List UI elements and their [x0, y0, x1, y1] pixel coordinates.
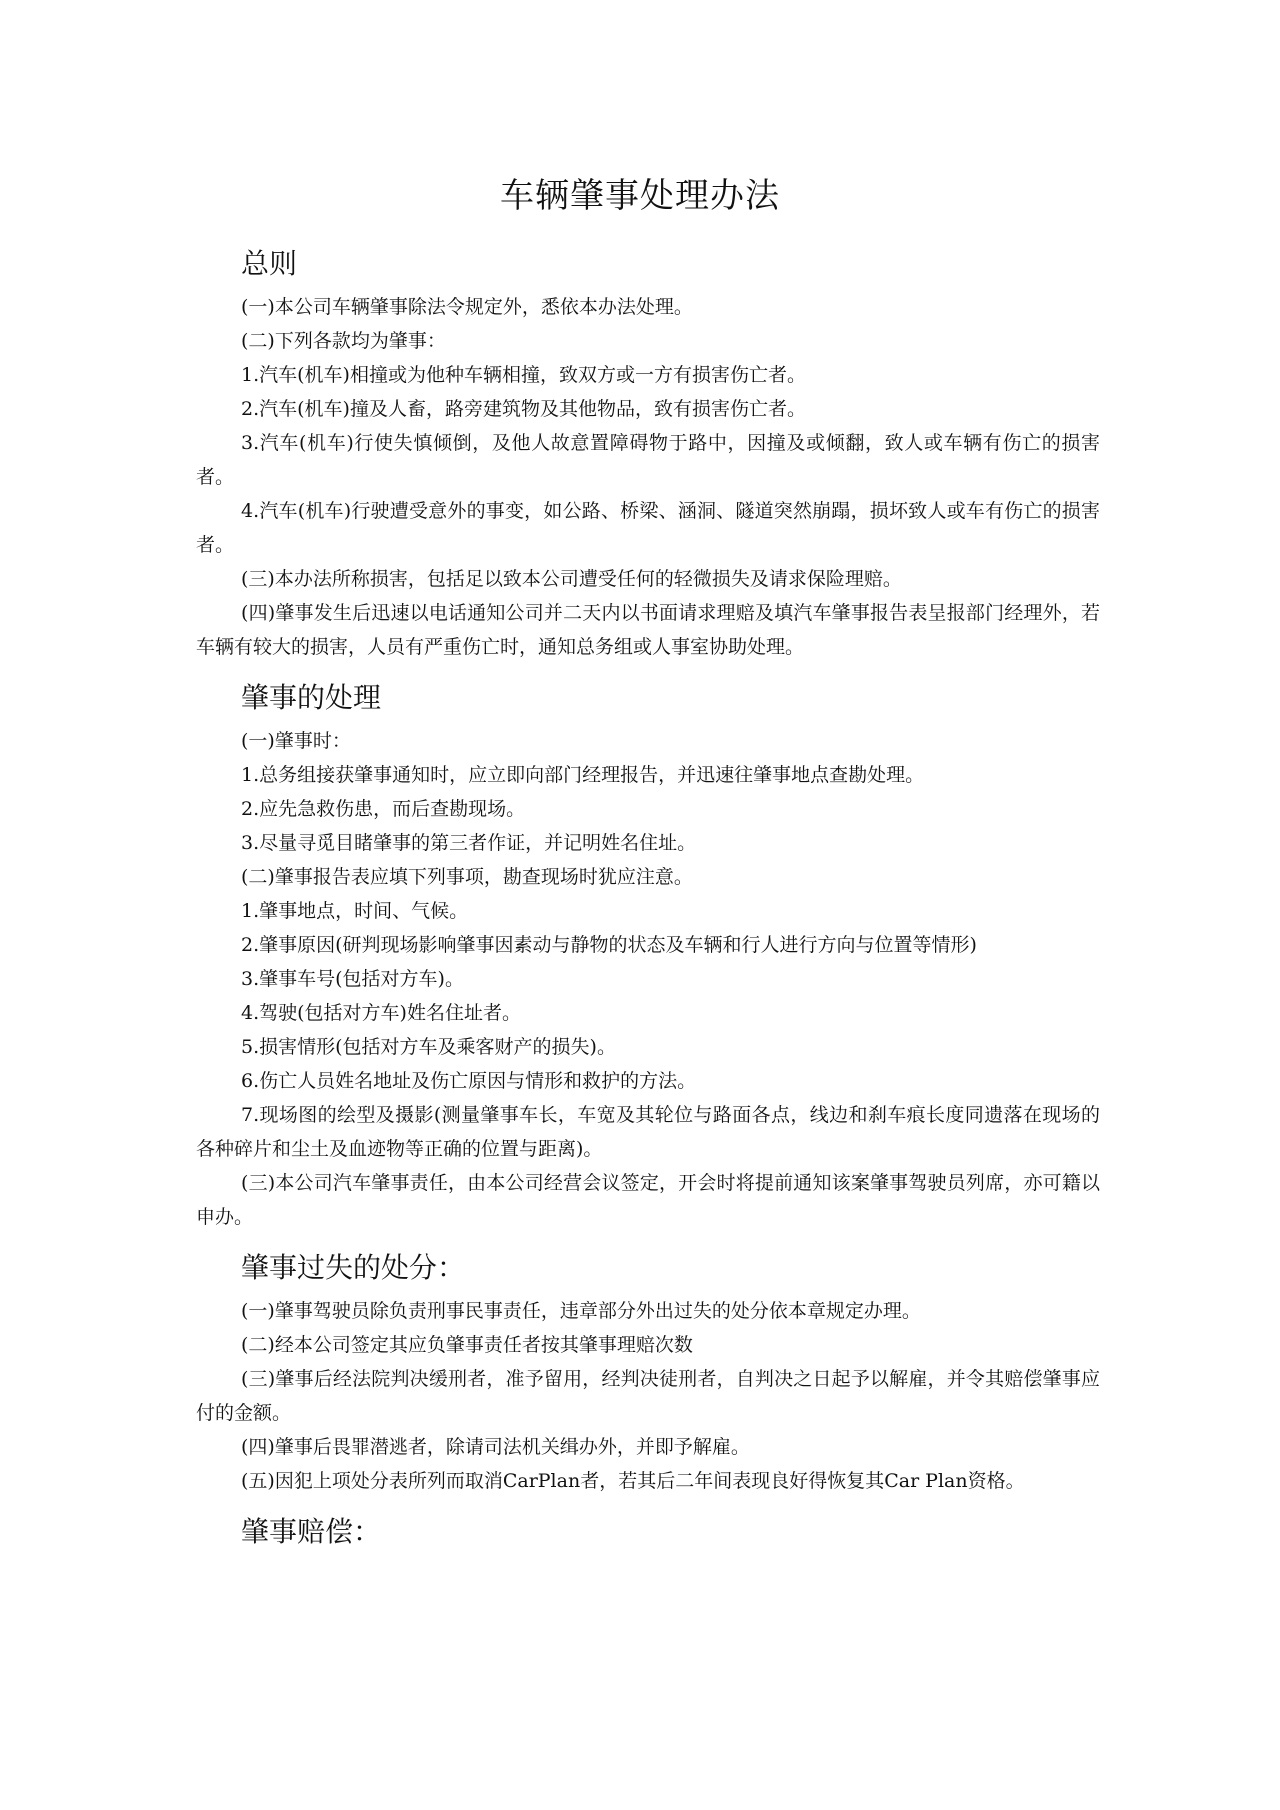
paragraph: (二)下列各款均为肇事： [241, 330, 446, 352]
document-body [196, 238, 1100, 1558]
paragraph: 4.汽车(机车)行驶遭受意外的事变，如公路、桥梁、涵洞、隧道突然崩蹋，损坏致人或车有伤亡的损害者。 [196, 500, 1100, 556]
paragraph: (二)经本公司签定其应负肇事责任者按其肇事理赔次数 [241, 1334, 693, 1356]
paragraph: (一)本公司车辆肇事除法令规定外，悉依本办法处理。 [241, 296, 693, 318]
paragraph: 2.应先急救伤患，而后查勘现场。 [241, 798, 526, 820]
section-heading-general: 总则 [241, 247, 298, 280]
paragraph: 4.驾驶(包括对方车)姓名住址者。 [241, 1002, 521, 1024]
paragraph: (二)肇事报告表应填下列事项，勘查现场时犹应注意。 [241, 866, 693, 888]
paragraph: (四)肇事后畏罪潜逃者，除请司法机关缉办外，并即予解雇。 [241, 1436, 750, 1458]
section-heading-penalties: 肇事过失的处分： [241, 1251, 466, 1284]
paragraph: 5.损害情形(包括对方车及乘客财产的损失)。 [241, 1036, 616, 1058]
paragraph: (三)本办法所称损害，包括足以致本公司遭受任何的轻微损失及请求保险理赔。 [241, 568, 902, 590]
paragraph: 1.肇事地点，时间、气候。 [241, 900, 469, 922]
paragraph: 2.汽车(机车)撞及人畜，路旁建筑物及其他物品，致有损害伤亡者。 [241, 398, 806, 420]
paragraph: (一)肇事驾驶员除负责刑事民事责任，违章部分外出过失的处分依本章规定办理。 [241, 1300, 921, 1322]
paragraph: 7.现场图的绘型及摄影(测量肇事车长，车宽及其轮位与路面各点，线边和刹车痕长度同遗落在现场的各种碎片和尘土及血迹物等正确的位置与距离)。 [196, 1104, 1100, 1160]
paragraph: 1.总务组接获肇事通知时，应立即向部门经理报告，并迅速往肇事地点查勘处理。 [241, 764, 925, 786]
paragraph: (三)本公司汽车肇事责任，由本公司经营会议签定，开会时将提前通知该案肇事驾驶员列席，亦可籍以申办。 [196, 1172, 1100, 1228]
section-heading-compensation: 肇事赔偿： [241, 1515, 382, 1548]
paragraph: 3.肇事车号(包括对方车)。 [241, 968, 464, 990]
paragraph: (三)肇事后经法院判决缓刑者，准予留用，经判决徒刑者，自判决之日起予以解雇，并令其赔偿肇事应付的金额。 [196, 1368, 1100, 1424]
paragraph: 3.尽量寻觅目睹肇事的第三者作证，并记明姓名住址。 [241, 832, 697, 854]
paragraph: 2.肇事原因(研判现场影响肇事因素动与静物的状态及车辆和行人进行方向与位置等情形) [241, 934, 977, 956]
paragraph: (一)肇事时： [241, 730, 351, 752]
paragraph: (五)因犯上项处分表所列而取消CarPlan者，若其后二年间表现良好得恢复其Car Plan资格。 [241, 1470, 1025, 1492]
paragraph: 6.伤亡人员姓名地址及伤亡原因与情形和救护的方法。 [241, 1070, 697, 1092]
paragraph: (四)肇事发生后迅速以电话通知公司并二天内以书面请求理赔及填汽车肇事报告表呈报部门经理外，若车辆有较大的损害，人员有严重伤亡时，通知总务组或人事室协助处理。 [196, 602, 1100, 658]
page-title: 车辆肇事处理办法 [500, 176, 780, 216]
paragraph: 1.汽车(机车)相撞或为他种车辆相撞，致双方或一方有损害伤亡者。 [241, 364, 806, 386]
paragraph: 3.汽车(机车)行使失慎倾倒，及他人故意置障碍物于路中，因撞及或倾翻，致人或车辆有伤亡的损害者。 [196, 432, 1100, 488]
section-heading-handling: 肇事的处理 [241, 681, 382, 714]
